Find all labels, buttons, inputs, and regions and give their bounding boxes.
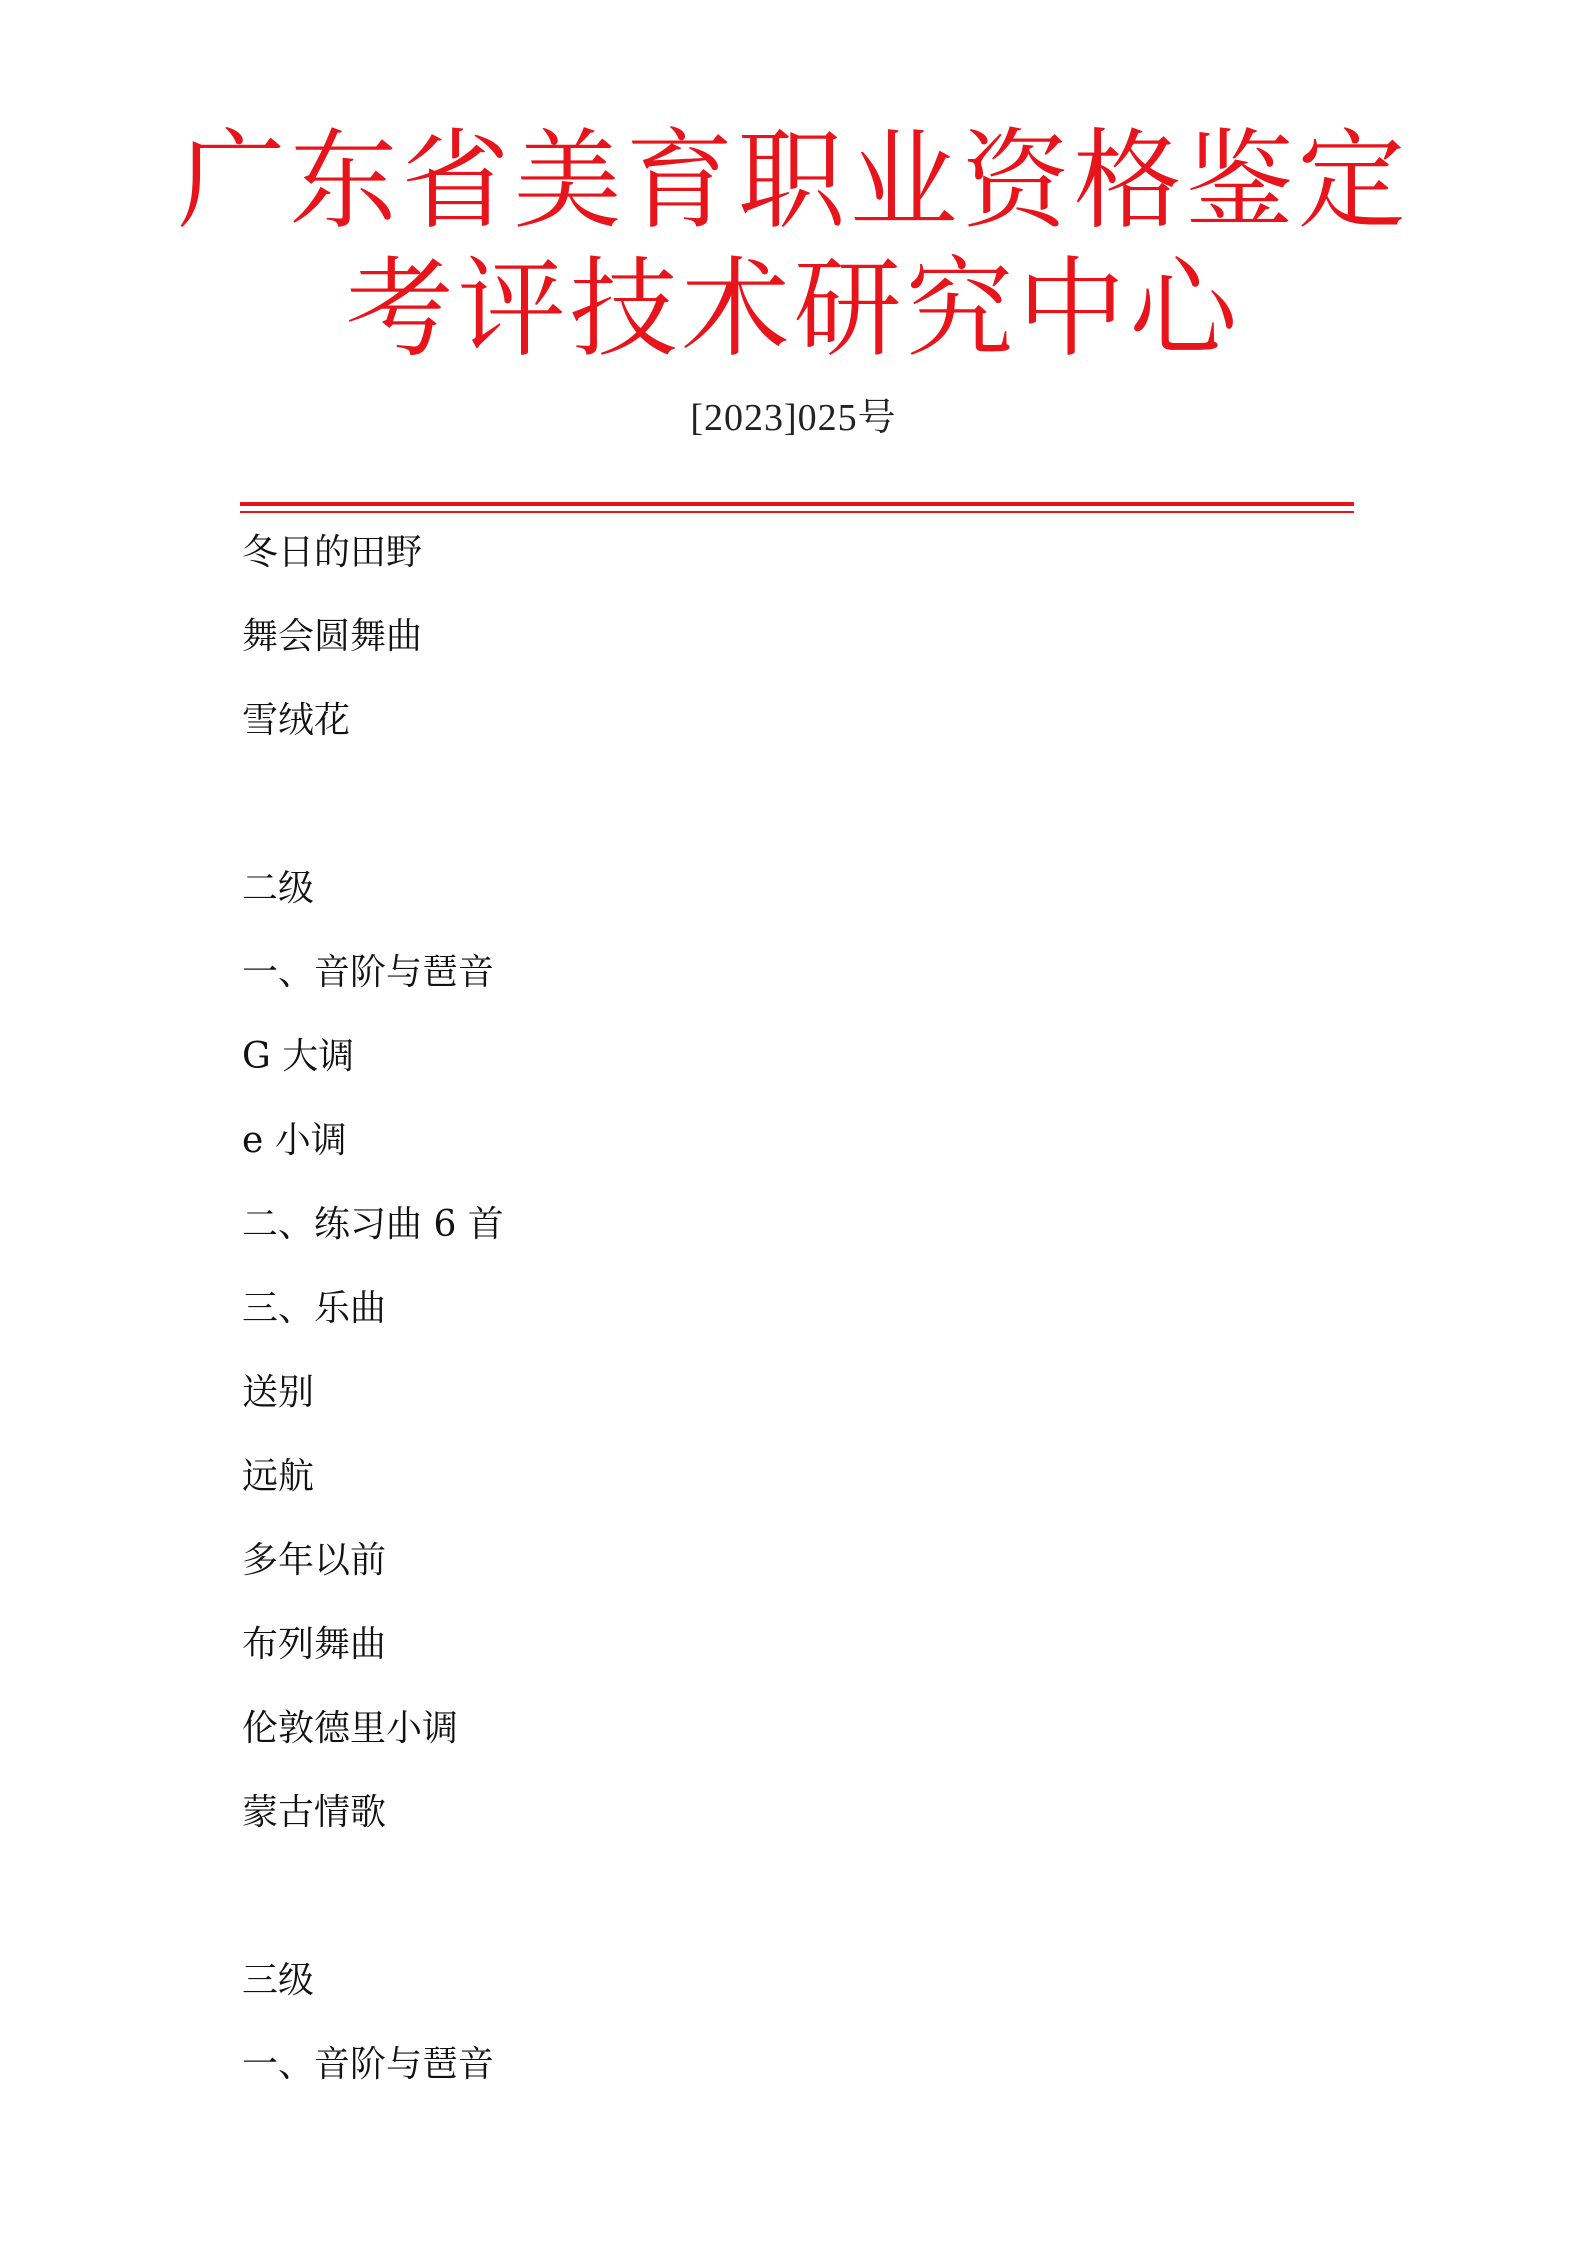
org-title-line-2: 考评技术研究中心 — [345, 247, 1242, 372]
spacer — [242, 777, 1342, 861]
list-item: 一、音阶与琶音 — [242, 952, 495, 993]
header-divider-thin — [240, 511, 1354, 513]
document-header — [0, 118, 1587, 441]
list-item: 一、音阶与琶音 — [242, 2044, 495, 2085]
document-number: [2023]025号 — [690, 397, 897, 439]
list-item: 布列舞曲 — [242, 1624, 387, 1665]
list-item: 冬日的田野 — [242, 532, 423, 573]
list-item: 远航 — [242, 1456, 315, 1497]
list-item: 三、乐曲 — [242, 1288, 387, 1329]
list-item: 雪绒花 — [242, 700, 351, 741]
header-divider — [240, 502, 1354, 513]
list-item: e 小调 — [242, 1120, 347, 1161]
header-divider-thick — [240, 502, 1354, 506]
list-item: 伦敦德里小调 — [242, 1708, 459, 1749]
list-item: 蒙古情歌 — [242, 1792, 387, 1833]
level-3-heading: 三级 — [242, 1960, 315, 2001]
org-title-line-1: 广东省美育职业资格鉴定 — [177, 119, 1410, 244]
list-item: 多年以前 — [242, 1540, 387, 1581]
list-item: 送别 — [242, 1372, 315, 1413]
list-item: 二、练习曲 6 首 — [242, 1204, 504, 1245]
level-2-heading: 二级 — [242, 868, 315, 909]
list-item: 舞会圆舞曲 — [242, 616, 423, 657]
document-body — [242, 525, 1342, 2121]
list-item: G 大调 — [242, 1036, 355, 1077]
spacer — [242, 1869, 1342, 1953]
